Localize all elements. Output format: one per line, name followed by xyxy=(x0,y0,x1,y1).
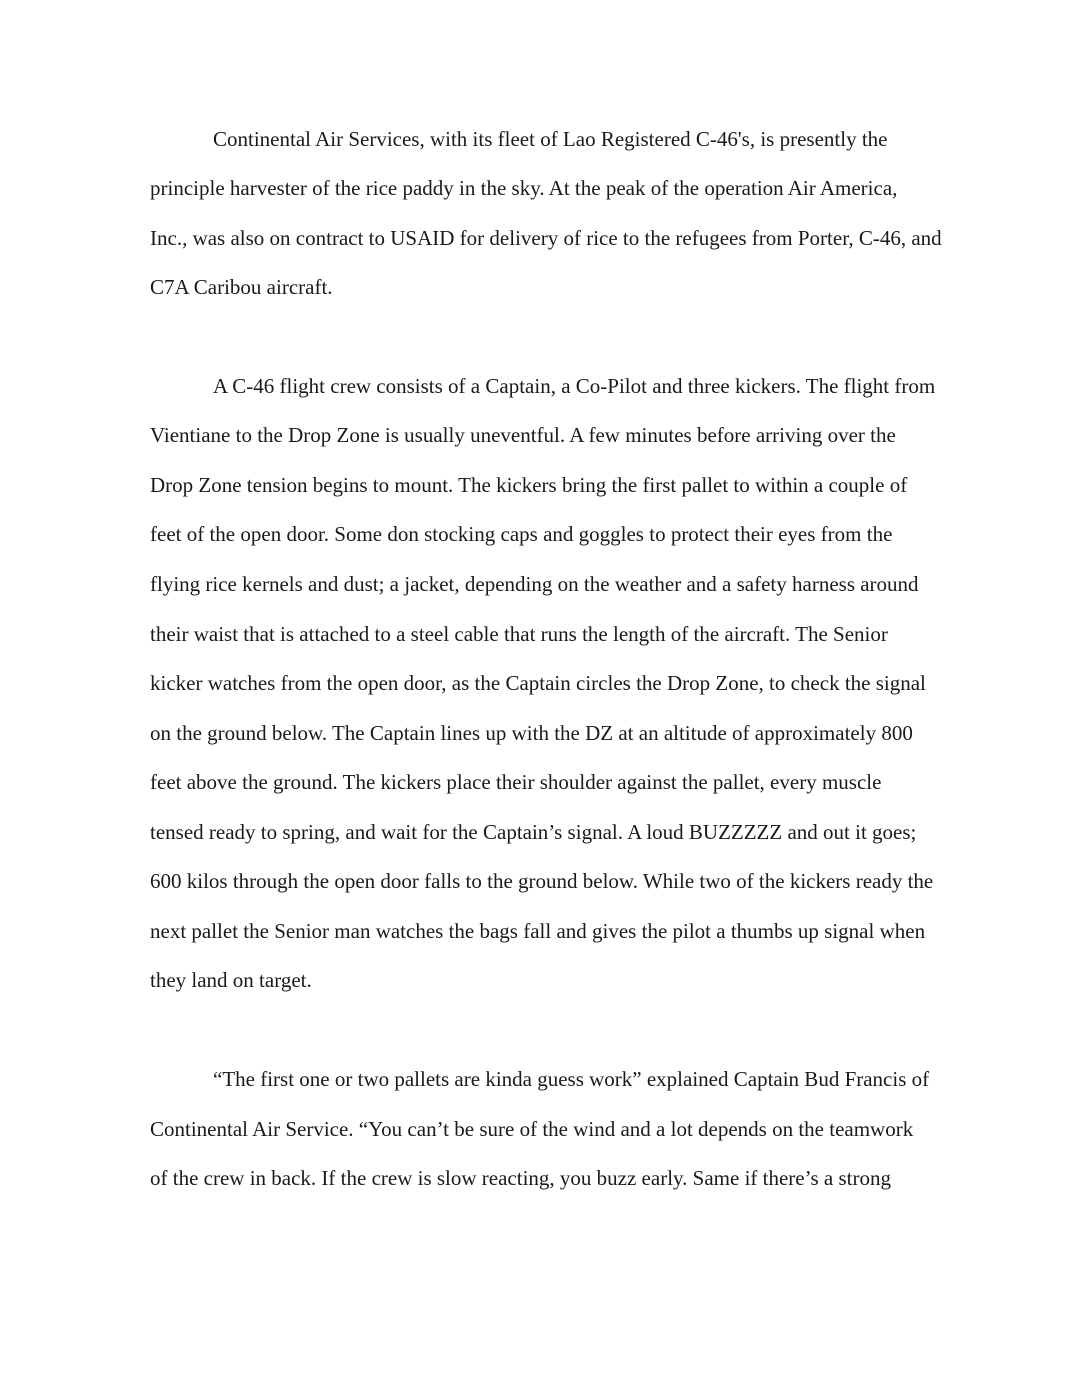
text-line: Inc., was also on contract to USAID for delivery of rice to the refugees from Porter, C-46, and xyxy=(150,226,942,250)
text-line: kicker watches from the open door, as the Captain circles the Drop Zone, to check the signal xyxy=(150,671,926,695)
text-line: they land on target. xyxy=(150,968,312,992)
text-line: their waist that is attached to a steel cable that runs the length of the aircraft. The Senior xyxy=(150,622,888,646)
text-line: Continental Air Service. “You can’t be sure of the wind and a lot depends on the teamwork xyxy=(150,1117,914,1141)
text-line: feet of the open door. Some don stocking caps and goggles to protect their eyes from the xyxy=(150,522,893,546)
text-line: of the crew in back. If the crew is slow reacting, you buzz early. Same if there’s a strong xyxy=(150,1166,891,1190)
text-line: feet above the ground. The kickers place their shoulder against the pallet, every muscle xyxy=(150,770,882,794)
text-line: “The first one or two pallets are kinda guess work” explained Captain Bud Francis of xyxy=(213,1067,930,1091)
text-line: next pallet the Senior man watches the bags fall and gives the pilot a thumbs up signal when xyxy=(150,919,926,943)
text-line: C7A Caribou aircraft. xyxy=(150,275,333,299)
text-line: Vientiane to the Drop Zone is usually uneventful. A few minutes before arriving over the xyxy=(150,423,896,447)
text-line: flying rice kernels and dust; a jacket, depending on the weather and a safety harness around xyxy=(150,572,919,596)
text-line: tensed ready to spring, and wait for the Captain’s signal. A loud BUZZZZZ and out it goes; xyxy=(150,820,917,844)
text-line: 600 kilos through the open door falls to the ground below. While two of the kickers ready the xyxy=(150,869,934,893)
text-line: on the ground below. The Captain lines up with the DZ at an altitude of approximately 800 xyxy=(150,721,913,745)
text-line: Drop Zone tension begins to mount. The kickers bring the first pallet to within a couple of xyxy=(150,473,908,497)
text-line: principle harvester of the rice paddy in the sky. At the peak of the operation Air America, xyxy=(150,176,898,200)
text-line: Continental Air Services, with its fleet of Lao Registered C-46's, is presently the xyxy=(213,127,888,151)
text-line: A C-46 flight crew consists of a Captain, a Co-Pilot and three kickers. The flight from xyxy=(213,374,936,398)
